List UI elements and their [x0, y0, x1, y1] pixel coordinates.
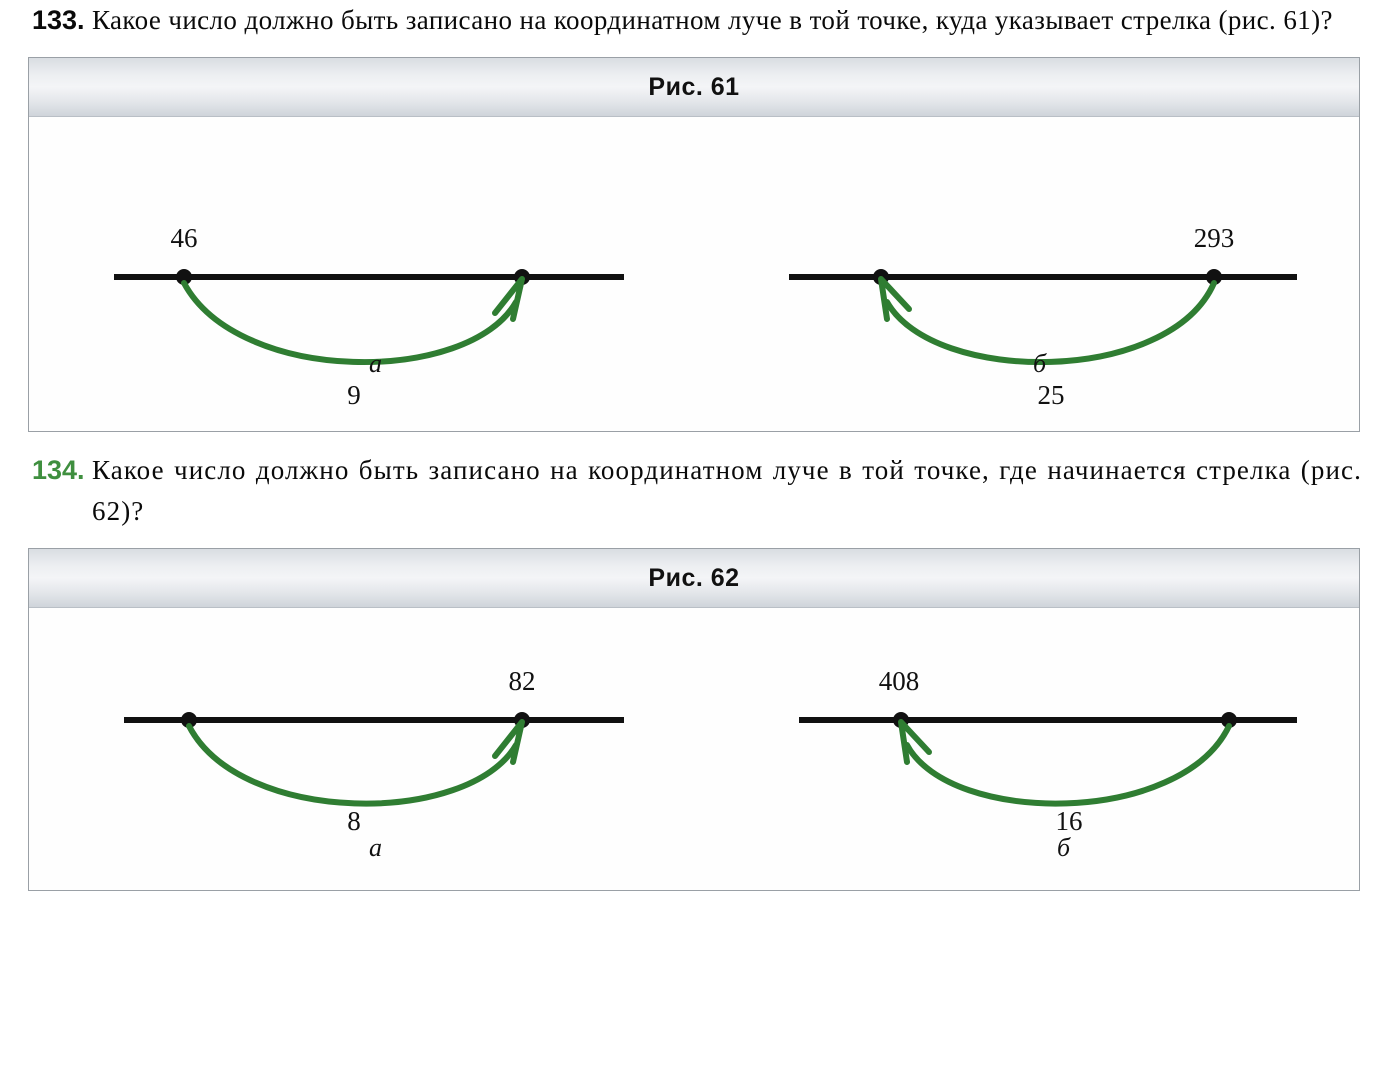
arc-value-b: 25	[1037, 380, 1065, 410]
exercise-134	[18, 450, 1370, 532]
arc-a	[184, 283, 516, 362]
arc-b	[887, 283, 1214, 362]
exercise-133-text: Какое число должно быть записано на координатном луче в той точке, куда указывает стрелка (рис. 61)?	[92, 5, 1333, 35]
point-value-b: 293	[1193, 223, 1235, 253]
panel-label-b-61: б	[1033, 349, 1047, 378]
arc-value-a: 9	[347, 380, 361, 410]
figure-62-diagram	[29, 608, 1377, 890]
figure-61-diagram	[29, 117, 1377, 431]
panel-label-a-61: а	[369, 349, 382, 378]
figure-61-caption-bar	[29, 58, 1359, 117]
arc-value-a2: 8	[347, 806, 361, 836]
exercise-133-number: 133.	[32, 5, 85, 35]
arc-value-b2: 16	[1055, 806, 1083, 836]
point-value-a2: 82	[508, 666, 536, 696]
figure-62-caption: Рис. 62	[648, 563, 740, 592]
panel-label-a-62: а	[369, 833, 382, 862]
arc-b2	[907, 726, 1229, 804]
figure-61	[28, 57, 1360, 432]
point-value-a: 46	[170, 223, 198, 253]
figure-62-body	[29, 608, 1359, 890]
figure-61-caption: Рис. 61	[648, 72, 740, 101]
exercise-133	[18, 0, 1370, 41]
arc-a2	[189, 726, 516, 804]
exercise-134-text: Какое число должно быть записано на координатном луче в той точке, где начинается стрелка (рис. 62)?	[92, 455, 1362, 526]
figure-61-body	[29, 117, 1359, 431]
panel-label-b-62: б	[1057, 833, 1071, 862]
exercise-134-number: 134.	[32, 455, 85, 485]
point-value-b2: 408	[878, 666, 920, 696]
figure-62	[28, 548, 1360, 891]
figure-62-caption-bar	[29, 549, 1359, 608]
